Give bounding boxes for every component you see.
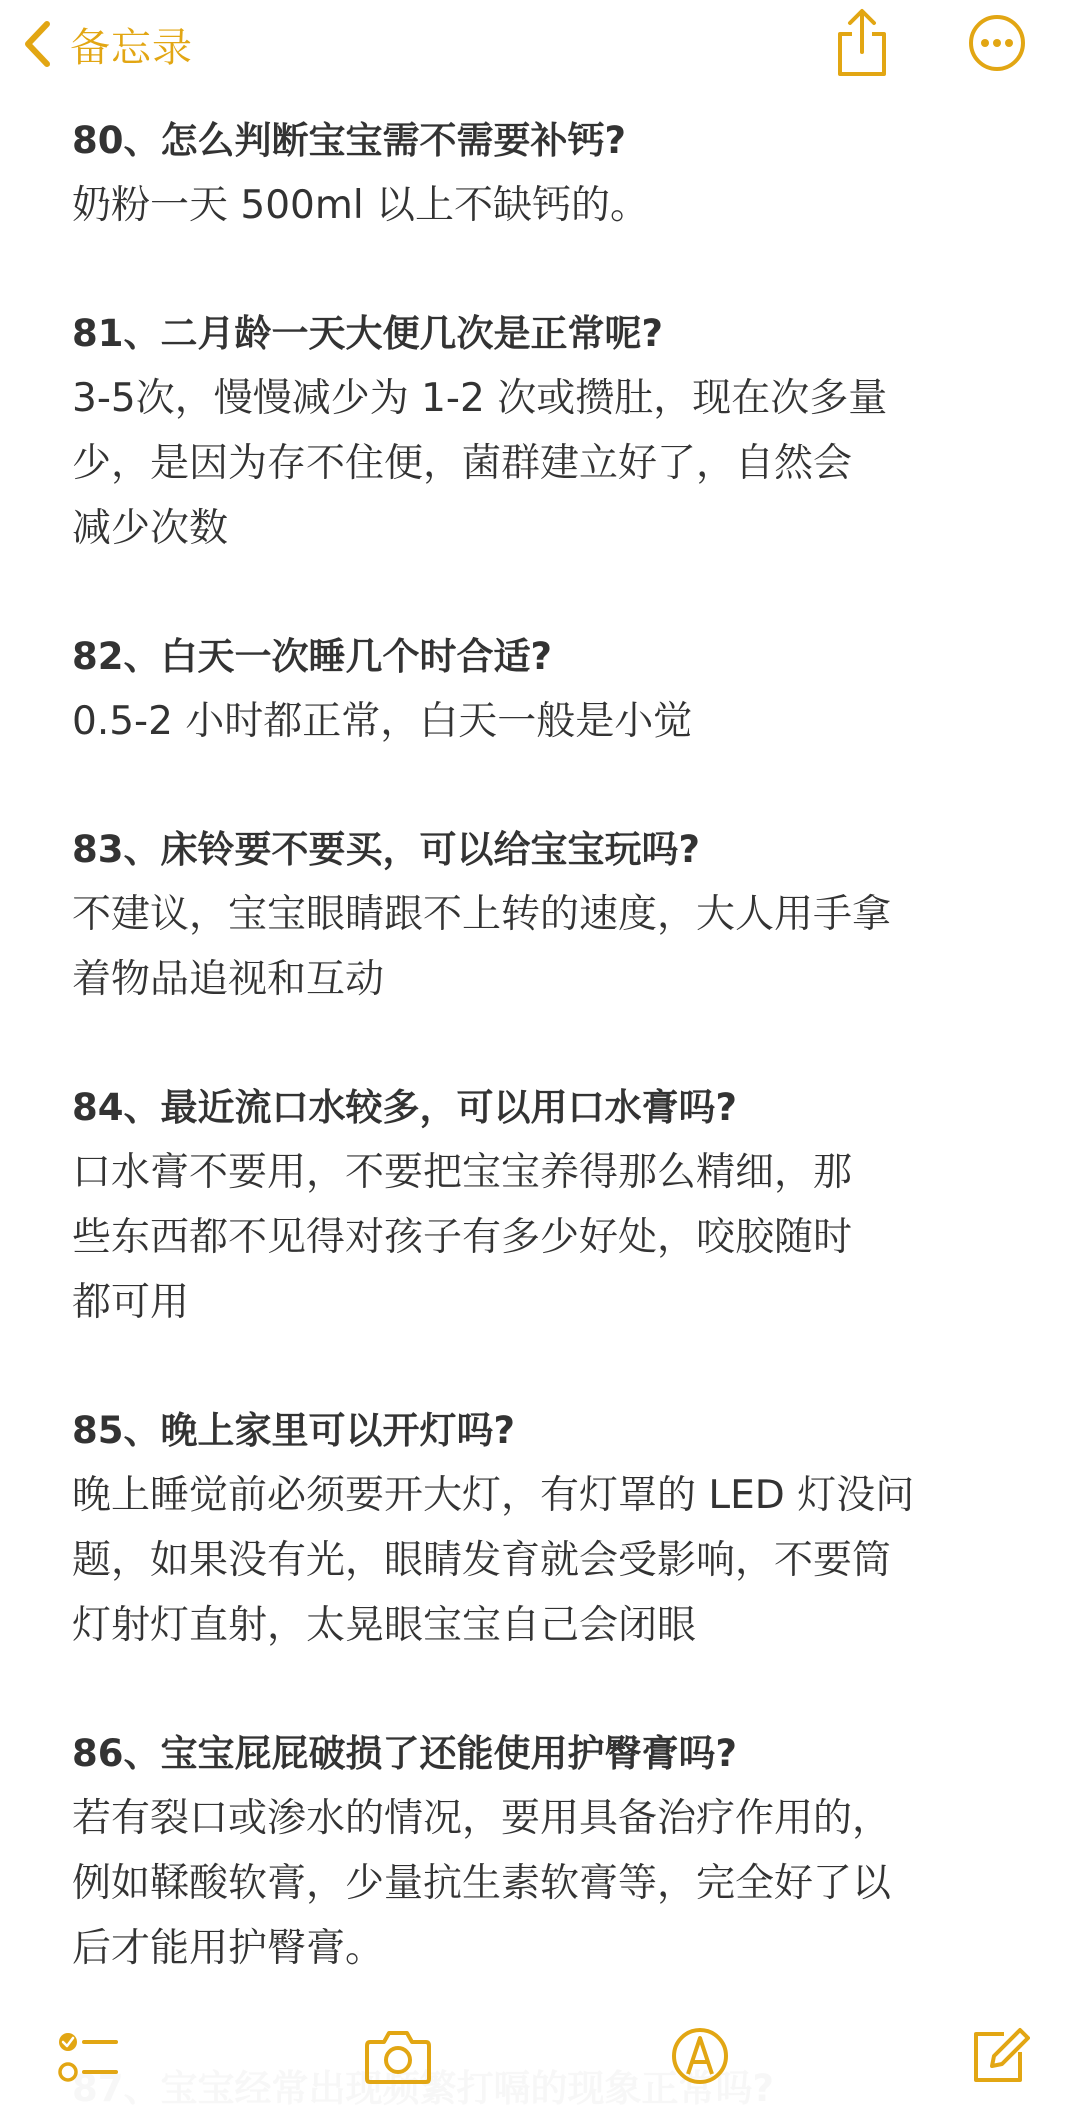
answer-line: 奶粉一天 500ml 以上不缺钙的。: [72, 183, 650, 228]
note-item: [72, 108, 1012, 238]
top-nav-bar: [0, 0, 1080, 100]
bottom-toolbar: [0, 2010, 1080, 2107]
question-heading: 83、床铃要不要买，可以给宝宝玩吗?: [72, 828, 700, 871]
note-item: [72, 624, 1012, 754]
back-button[interactable]: [22, 12, 193, 76]
note-item: [72, 301, 1012, 561]
compose-icon: [970, 2024, 1030, 2086]
answer-line: 着物品追视和互动: [72, 957, 385, 1002]
answer-line: 后才能用护臀膏。: [72, 1926, 385, 1971]
answer-line: 减少次数: [72, 506, 229, 551]
question-heading: 81、二月龄一天大便几次是正常呢?: [72, 312, 663, 355]
answer-line: 不建议，宝宝眼睛跟不上转的速度，大人用手拿: [72, 892, 892, 937]
question-heading: 80、怎么判断宝宝需不需要补钙?: [72, 119, 626, 162]
note-item: [72, 817, 1012, 1012]
answer-line: 题，如果没有光，眼睛发育就会受影响，不要筒: [72, 1538, 892, 1583]
markup-pen-icon: [670, 2026, 730, 2086]
checklist-icon: [56, 2028, 120, 2088]
answer-line: 些东西都不见得对孩子有多少好处，咬胶随时: [72, 1215, 853, 1260]
answer-line: 0.5-2 小时都正常，白天一般是小觉: [72, 699, 693, 744]
checklist-button[interactable]: [56, 2028, 120, 2088]
answer-line: 少，是因为存不住便，菌群建立好了，自然会: [72, 441, 853, 486]
answer-line: 例如鞣酸软膏，少量抗生素软膏等，完全好了以: [72, 1861, 892, 1906]
question-heading: 82、白天一次睡几个时合适?: [72, 635, 552, 678]
back-label: 备忘录: [70, 24, 193, 71]
compose-button[interactable]: [970, 2024, 1030, 2086]
question-heading: 84、最近流口水较多，可以用口水膏吗?: [72, 1086, 737, 1129]
share-button[interactable]: [832, 8, 892, 78]
answer-line: 3-5次，慢慢减少为 1-2 次或攒肚，现在次多量: [72, 376, 888, 421]
answer-line: 若有裂口或渗水的情况，要用具备治疗作用的，: [72, 1796, 892, 1841]
answer-line: 都可用: [72, 1280, 190, 1325]
answer-line: 口水膏不要用，不要把宝宝养得那么精细，那: [72, 1150, 853, 1195]
question-heading: 86、宝宝屁屁破损了还能使用护臀膏吗?: [72, 1732, 737, 1775]
note-item: [72, 1398, 1012, 1658]
share-icon: [832, 8, 892, 78]
note-body[interactable]: [72, 108, 1012, 2044]
note-item: [72, 1075, 1012, 1335]
camera-button[interactable]: [364, 2026, 432, 2086]
answer-line: 晚上睡觉前必须要开大灯，有灯罩的 LED 灯没问: [72, 1473, 915, 1518]
more-button[interactable]: [968, 14, 1026, 72]
chevron-left-icon: [22, 19, 52, 69]
question-heading: 85、晚上家里可以开灯吗?: [72, 1409, 515, 1452]
note-item: [72, 1721, 1012, 1981]
more-icon: [968, 14, 1026, 72]
markup-button[interactable]: [670, 2026, 730, 2086]
camera-icon: [364, 2026, 432, 2086]
answer-line: 灯射灯直射，太晃眼宝宝自己会闭眼: [72, 1603, 697, 1648]
